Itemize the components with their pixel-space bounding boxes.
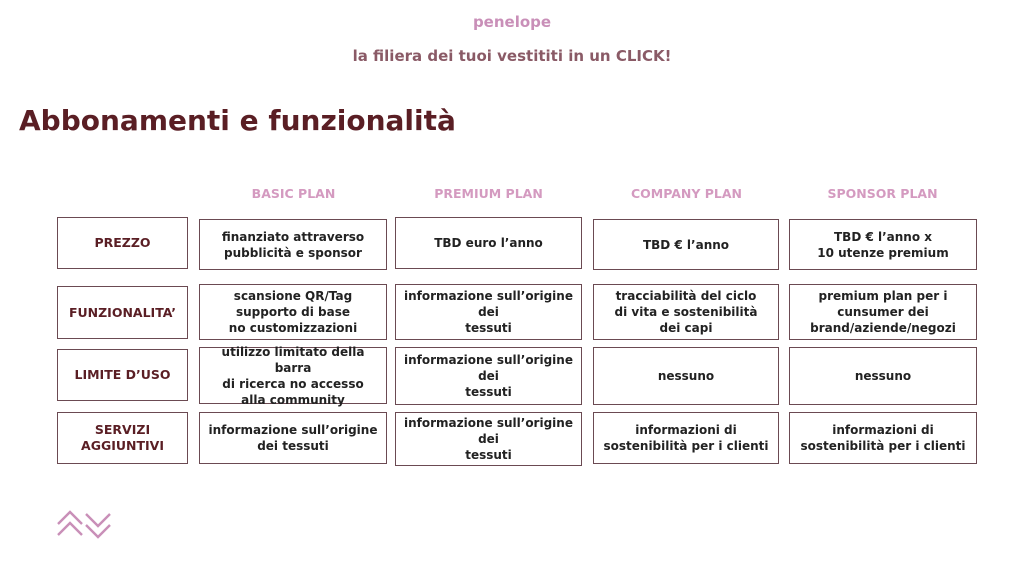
plan-header-premium: PREMIUM PLAN — [434, 186, 543, 201]
row-label-limite-uso: LIMITE D’USO — [57, 349, 188, 401]
plan-header-sponsor: SPONSOR PLAN — [827, 186, 938, 201]
cell-prezzo-basic: finanziato attraverso pubblicità e sponsor — [199, 219, 387, 270]
cell-funzionalita-sponsor: premium plan per i cunsumer dei brand/aziende/negozi — [789, 284, 977, 340]
plan-header-company: COMPANY PLAN — [630, 186, 743, 201]
row-label-funzionalita: FUNZIONALITA’ — [57, 286, 188, 339]
row-label-servizi-aggiuntivi: SERVIZI AGGIUNTIVI — [57, 412, 188, 464]
page-title: Abbonamenti e funzionalità — [19, 104, 456, 137]
cell-servizi-sponsor: informazioni di sostenibilità per i clienti — [789, 412, 977, 464]
cell-prezzo-sponsor: TBD € l’anno x 10 utenze premium — [789, 219, 977, 270]
cell-prezzo-premium: TBD euro l’anno — [395, 217, 582, 269]
cell-limite-company: nessuno — [593, 347, 779, 405]
cell-limite-sponsor: nessuno — [789, 347, 977, 405]
row-label-prezzo: PREZZO — [57, 217, 188, 269]
cell-limite-premium: informazione sull’origine dei tessuti — [395, 347, 582, 405]
cell-servizi-premium: informazione sull’origine dei tessuti — [395, 412, 582, 466]
double-chevron-logo-icon — [56, 508, 112, 542]
plan-header-basic: BASIC PLAN — [251, 186, 336, 201]
tagline: la filiera dei tuoi vestititi in un CLICK! — [352, 47, 672, 65]
cell-funzionalita-basic: scansione QR/Tag supporto di base no customizzazioni — [199, 284, 387, 340]
cell-funzionalita-company: tracciabilità del ciclo di vita e sostenibilità dei capi — [593, 284, 779, 340]
cell-servizi-basic: informazione sull’origine dei tessuti — [199, 412, 387, 464]
cell-limite-basic: utilizzo limitato della barra di ricerca no accesso alla community — [199, 347, 387, 404]
cell-prezzo-company: TBD € l’anno — [593, 219, 779, 270]
cell-servizi-company: informazioni di sostenibilità per i clienti — [593, 412, 779, 464]
brand-name: penelope — [472, 13, 552, 31]
cell-funzionalita-premium: informazione sull’origine dei tessuti — [395, 284, 582, 340]
